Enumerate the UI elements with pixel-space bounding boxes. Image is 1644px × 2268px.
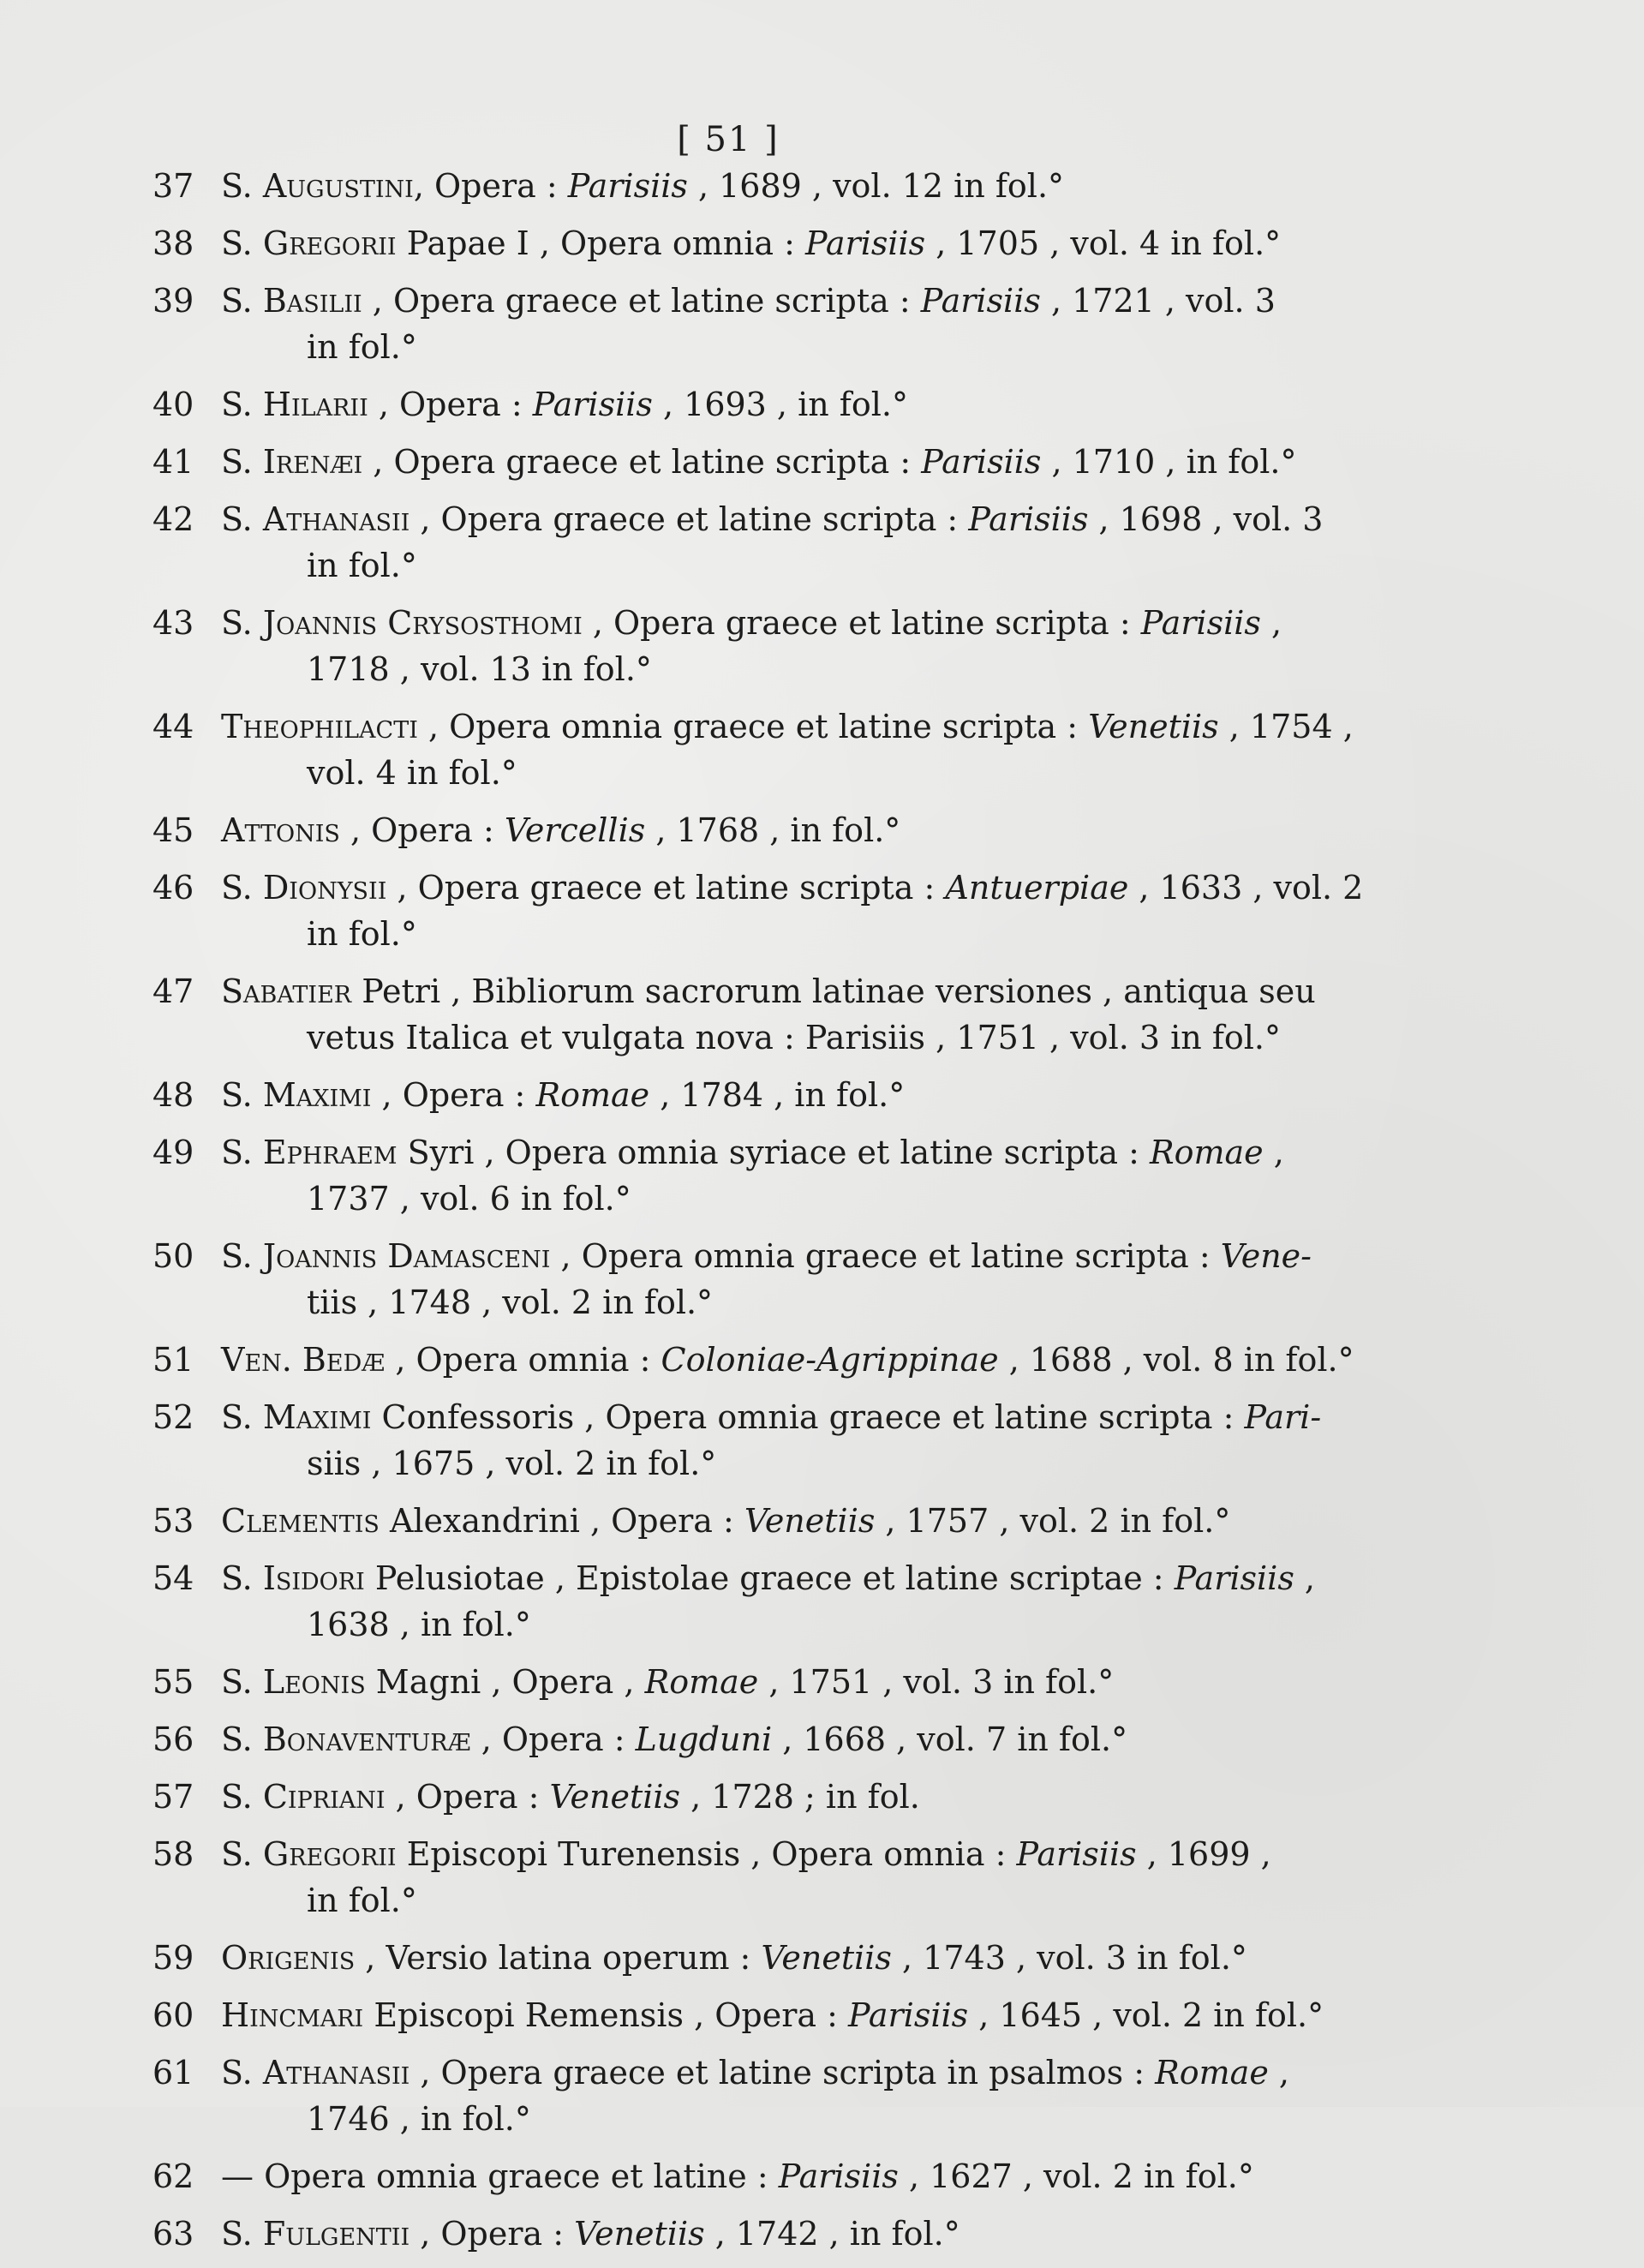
entry-title: , Opera graece et latine scripta :: [362, 443, 922, 481]
catalogue-entry: [152, 439, 1326, 485]
entry-title: , Versio latina operum :: [355, 1939, 762, 1977]
entry-number: 41: [152, 443, 194, 481]
entry-number: 52: [152, 1398, 194, 1436]
entry-title: , Opera graece et latine scripta :: [362, 282, 921, 320]
entry-number: 49: [152, 1134, 194, 1171]
entry-number: 47: [152, 972, 194, 1010]
entry-title: Syri , Opera omnia syriace et latine scripta :: [397, 1134, 1150, 1171]
entry-continuation: 1746 , in fol.°: [307, 2100, 531, 2138]
entry-details: , 1699 ,: [1136, 1835, 1271, 1873]
entry-prefix: S.: [221, 1835, 263, 1873]
catalogue-entry: [152, 1935, 1326, 1981]
entry-prefix: S.: [221, 1237, 263, 1275]
catalogue-entry: [152, 807, 1326, 853]
catalogue-entry: [152, 865, 1364, 957]
entry-number: 62: [152, 2157, 194, 2195]
entry-continuation: vol. 4 in fol.°: [307, 754, 517, 792]
entry-prefix: S.: [221, 167, 263, 205]
entry-number: 45: [152, 811, 194, 849]
catalogue-entry: [152, 278, 1326, 370]
entry-details: , 1688 , vol. 8 in fol.°: [998, 1341, 1354, 1379]
entry-prefix: S.: [221, 1559, 263, 1597]
entry-title: , Opera omnia :: [385, 1341, 661, 1379]
entry-details: , 1693 , in fol.°: [652, 386, 908, 423]
catalogue-entry: [152, 968, 1326, 1061]
entry-continuation: siis , 1675 , vol. 2 in fol.°: [307, 1445, 717, 1482]
entry-author: Hincmari: [221, 1996, 364, 2034]
entry-number: 50: [152, 1237, 194, 1275]
entry-number: 56: [152, 1720, 194, 1758]
entry-title: , Opera :: [368, 386, 533, 423]
entry-title: Magni , Opera ,: [365, 1663, 645, 1701]
entry-author: Isidori: [262, 1559, 365, 1597]
entry-place: Parisiis: [778, 2157, 899, 2195]
entry-number: 55: [152, 1663, 194, 1701]
entry-details: , 1710 , in fol.°: [1041, 443, 1297, 481]
entry-details: , 1754 ,: [1218, 708, 1354, 745]
entry-title: — Opera omnia graece et latine :: [221, 2157, 779, 2195]
entry-details: , 1705 , vol. 4 in fol.°: [925, 224, 1282, 262]
entry-prefix: S.: [221, 2054, 263, 2091]
entry-place: Parisiis: [567, 167, 688, 205]
catalogue-entry: [152, 220, 1326, 266]
entry-prefix: S.: [221, 1778, 263, 1816]
entry-place: Parisiis: [532, 386, 653, 423]
entry-details: ,: [1268, 2054, 1289, 2091]
entry-title: Episcopi Turenensis , Opera omnia :: [396, 1835, 1017, 1873]
entry-place: Parisiis: [848, 1996, 969, 2034]
catalogue-entry: [152, 1555, 1326, 1648]
catalogue-entry: [152, 2050, 1326, 2142]
entry-details: , 1721 , vol. 3: [1040, 282, 1276, 320]
entry-title: , Opera :: [339, 811, 505, 849]
catalogue-entry: [152, 1394, 1326, 1487]
catalogue-entry: [152, 1659, 1326, 1705]
entry-author: Basilii: [262, 282, 362, 320]
entry-title: Pelusiotae , Epistolae graece et latine scriptae :: [364, 1559, 1175, 1597]
entry-place: Pari-: [1244, 1398, 1322, 1436]
entry-continuation: 1737 , vol. 6 in fol.°: [307, 1180, 631, 1218]
catalogue-entry: [152, 1072, 1326, 1118]
entry-title: , Opera graece et latine scripta :: [410, 500, 969, 538]
entry-place: Venetiis: [744, 1502, 876, 1540]
entry-author: Gregorii: [262, 224, 397, 262]
page-number: [ 51 ]: [677, 120, 780, 159]
entry-details: , 1633 , vol. 2: [1128, 869, 1364, 907]
catalogue-entry: [152, 1498, 1326, 1544]
catalogue-entry: [152, 496, 1326, 589]
entry-details: , 1645 , vol. 2 in fol.°: [968, 1996, 1324, 2034]
entry-title: Papae I , Opera omnia :: [396, 224, 806, 262]
entry-details: ,: [1260, 604, 1282, 642]
entry-details: , 1698 , vol. 3: [1088, 500, 1324, 538]
entry-author: Sabatier: [221, 972, 352, 1010]
entry-continuation: in fol.°: [307, 547, 417, 584]
entry-title: , Opera :: [470, 1720, 636, 1758]
entry-place: Lugduni: [635, 1720, 773, 1758]
entry-place: Romae: [644, 1663, 759, 1701]
entry-place: Vene-: [1220, 1237, 1312, 1275]
entry-title: , Opera omnia graece et latine scripta :: [417, 708, 1089, 745]
entry-prefix: S.: [221, 1398, 263, 1436]
catalogue-entry: [152, 1337, 1354, 1383]
entry-author: Dionysii: [262, 869, 387, 907]
entry-continuation: in fol.°: [307, 328, 417, 366]
entry-place: Parisiis: [805, 224, 926, 262]
entry-place: Parisiis: [968, 500, 1089, 538]
entry-author: Maximi: [262, 1398, 372, 1436]
entry-number: 60: [152, 1996, 194, 2034]
entry-title: , Opera graece et latine scripta :: [386, 869, 946, 907]
entry-title: , Opera :: [385, 1778, 550, 1816]
entry-author: Athanasii: [262, 2054, 410, 2091]
entry-place: Romae: [1149, 1134, 1264, 1171]
catalogue-entry: [152, 600, 1326, 692]
entry-place: Parisiis: [1174, 1559, 1294, 1597]
catalogue-entry: [152, 1992, 1326, 2038]
entry-details: , 1757 , vol. 2 in fol.°: [875, 1502, 1231, 1540]
entry-author: Joannis Crysosthomi: [262, 604, 583, 642]
entry-prefix: S.: [221, 386, 263, 423]
entry-place: Venetiis: [574, 2215, 705, 2253]
entry-place: Coloniae-Agrippinae: [661, 1341, 999, 1379]
entry-place: Parisiis: [1140, 604, 1261, 642]
catalogue-entry: [152, 1716, 1326, 1762]
entry-continuation: 1718 , vol. 13 in fol.°: [307, 650, 652, 688]
entry-continuation: in fol.°: [307, 915, 417, 953]
entry-place: Venetiis: [761, 1939, 892, 1977]
entry-title: Petri , Bibliorum sacrorum latinae versiones , antiqua seu: [351, 972, 1316, 1010]
entry-author: Bonaventuræ: [262, 1720, 471, 1758]
catalogue-entry: [152, 1831, 1326, 1924]
catalogue-entry: [152, 1129, 1326, 1222]
entry-details: , 1751 , vol. 3 in fol.°: [758, 1663, 1115, 1701]
catalogue-entry: [152, 2211, 1326, 2257]
entry-title: Alexandrini , Opera :: [379, 1502, 744, 1540]
entry-title: , Opera omnia graece et latine scripta :: [550, 1237, 1221, 1275]
entry-number: 51: [152, 1341, 194, 1379]
entry-prefix: S.: [221, 604, 263, 642]
entry-prefix: S.: [221, 282, 263, 320]
entry-number: 61: [152, 2054, 194, 2091]
entry-author: Cipriani: [262, 1778, 386, 1816]
entry-number: 63: [152, 2215, 194, 2253]
entry-continuation: 1638 , in fol.°: [307, 1606, 531, 1643]
entry-prefix: S.: [221, 1076, 263, 1114]
entry-author: Origenis: [221, 1939, 356, 1977]
entry-prefix: S.: [221, 2215, 263, 2253]
entry-author: Athanasii: [262, 500, 410, 538]
entry-continuation: tiis , 1748 , vol. 2 in fol.°: [307, 1284, 714, 1321]
entry-number: 37: [152, 167, 194, 205]
entry-place: Venetiis: [1088, 708, 1219, 745]
entry-title: Episcopi Remensis , Opera :: [363, 1996, 848, 2034]
entry-number: 48: [152, 1076, 194, 1114]
entry-author: Ven. Bedæ: [221, 1341, 386, 1379]
entry-details: , 1768 , in fol.°: [645, 811, 901, 849]
entry-number: 59: [152, 1939, 194, 1977]
catalogue-entry: [152, 703, 1354, 796]
entry-title: , Opera :: [371, 1076, 536, 1114]
entry-place: Romae: [535, 1076, 650, 1114]
entry-place: Parisiis: [1016, 1835, 1137, 1873]
entry-prefix: S.: [221, 224, 263, 262]
entry-title: , Opera graece et latine scripta in psalmos :: [410, 2054, 1156, 2091]
entry-author: Theophilacti: [221, 708, 418, 745]
entry-place: Antuerpiae: [945, 869, 1129, 907]
entry-number: 39: [152, 282, 194, 320]
entry-details: , 1627 , vol. 2 in fol.°: [898, 2157, 1254, 2195]
entry-number: 57: [152, 1778, 194, 1816]
entry-title: , Opera :: [410, 2215, 575, 2253]
entry-title: Confessoris , Opera omnia graece et latine scripta :: [371, 1398, 1245, 1436]
catalogue-list: [152, 163, 1364, 2268]
catalogue-entry: [152, 1233, 1326, 1325]
catalogue-entry: [152, 1774, 1326, 1820]
entry-number: 38: [152, 224, 194, 262]
entry-details: , 1742 , in fol.°: [704, 2215, 960, 2253]
entry-prefix: S.: [221, 869, 263, 907]
entry-place: Parisiis: [920, 282, 1041, 320]
entry-prefix: S.: [221, 1720, 263, 1758]
entry-author: Clementis: [221, 1502, 380, 1540]
entry-number: 58: [152, 1835, 194, 1873]
entry-number: 54: [152, 1559, 194, 1597]
entry-author: Irenæi: [262, 443, 363, 481]
entry-number: 46: [152, 869, 194, 907]
catalogue-entry: [152, 2153, 1326, 2199]
entry-details: , 1728 ; in fol.: [680, 1778, 920, 1816]
entry-author: Leonis: [262, 1663, 366, 1701]
entry-details: ,: [1294, 1559, 1316, 1597]
entry-continuation: in fol.°: [307, 1882, 417, 1919]
entry-place: Romae: [1155, 2054, 1269, 2091]
entry-number: 53: [152, 1502, 194, 1540]
entry-number: 40: [152, 386, 194, 423]
entry-author: Fulgentii: [262, 2215, 410, 2253]
entry-continuation: vetus Italica et vulgata nova : Parisiis , 1751 , vol. 3 in fol.°: [307, 1019, 1282, 1056]
entry-prefix: S.: [221, 1134, 263, 1171]
entry-details: ,: [1263, 1134, 1284, 1171]
entry-author: Attonis: [221, 811, 340, 849]
entry-title: , Opera graece et latine scripta :: [582, 604, 1141, 642]
entry-author: Joannis Damasceni: [262, 1237, 551, 1275]
entry-prefix: S.: [221, 443, 263, 481]
catalogue-entry: [152, 381, 1326, 428]
entry-details: , 1668 , vol. 7 in fol.°: [772, 1720, 1128, 1758]
catalogue-entry: [152, 163, 1326, 209]
entry-author: Hilarii: [262, 386, 368, 423]
entry-author: Ephraem: [262, 1134, 398, 1171]
entry-author: Gregorii: [262, 1835, 397, 1873]
entry-details: , 1784 , in fol.°: [649, 1076, 906, 1114]
entry-place: Parisiis: [921, 443, 1042, 481]
entry-details: , 1689 , vol. 12 in fol.°: [687, 167, 1065, 205]
entry-number: 43: [152, 604, 194, 642]
entry-number: 44: [152, 708, 194, 745]
entry-prefix: S.: [221, 1663, 263, 1701]
entry-prefix: S.: [221, 500, 263, 538]
entry-author: Maximi: [262, 1076, 372, 1114]
entry-title: , Opera :: [413, 167, 568, 205]
entry-place: Venetiis: [549, 1778, 681, 1816]
entry-number: 42: [152, 500, 194, 538]
entry-details: , 1743 , vol. 3 in fol.°: [891, 1939, 1247, 1977]
entry-place: Vercellis: [504, 811, 646, 849]
entry-author: Augustini: [262, 167, 414, 205]
